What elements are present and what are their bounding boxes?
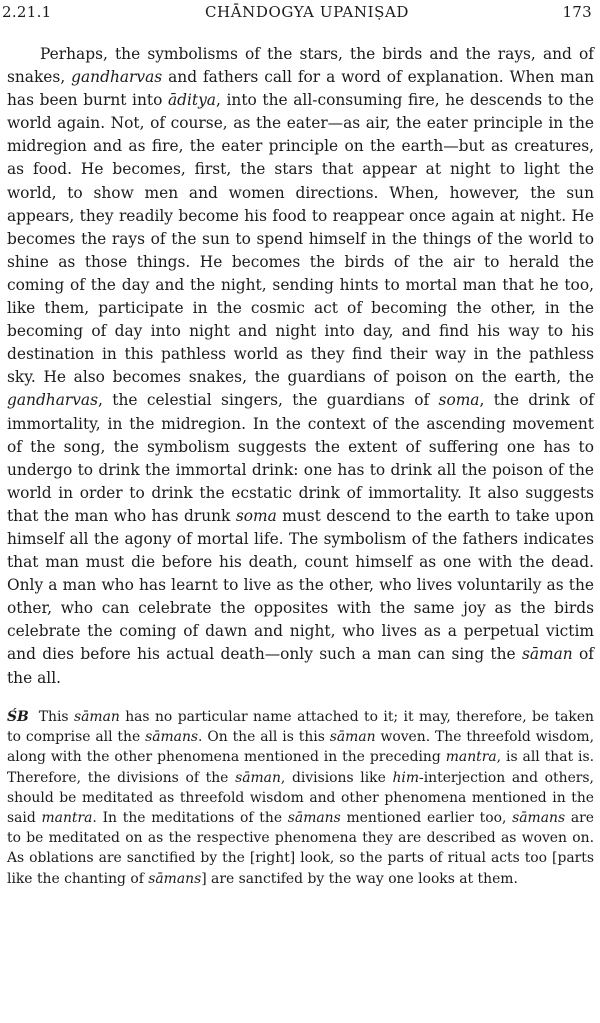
text-run: of the all.	[7, 645, 594, 687]
term: sāmans	[512, 810, 566, 827]
main-paragraph	[7, 43, 594, 690]
term: soma	[438, 391, 480, 410]
term: gandharvas	[7, 391, 99, 410]
term: him	[392, 769, 420, 786]
page-number: 173	[562, 3, 592, 21]
text-run: , the drink of immortality, in the midregion. In the context of the ascending movement of the song, the symbolism suggests the extent of suffering one has to undergo to drink the immortal drink: one has to drink all the poison of the world in order to drink the ecstatic drink of immortality. It also suggests that the man who has drunk	[7, 391, 594, 525]
term: mantra	[41, 810, 93, 827]
term: sāmans	[287, 810, 341, 827]
text-run: . On the all is this	[198, 729, 330, 746]
text-run: are to be meditated on as the respective phenomena they are described as woven on. As oblations are sanctified by the [right] look, so the parts of ritual acts too [parts like the chanting of	[7, 810, 594, 887]
term: sāman	[521, 645, 573, 664]
text-run: , divisions like	[280, 769, 393, 786]
text-run: -interjection and others, should be meditated as threefold wisdom and other phenomena mentioned in the said	[7, 769, 594, 827]
text-run: must descend to the earth to take upon himself all the agony of mortal life. The symbolism of the fathers indicates that man must die before his death, count himself as one with the dead. Only a man who has learnt to live as the other, who lives voluntarily as the other, who can celebrate the opposites with the same joy as the birds celebrate the coming of dawn and night, who lives as a perpetual victim and dies before his actual death—only such a man can sing the	[7, 506, 594, 664]
commentary-label: ŚB	[7, 709, 29, 725]
term: āditya	[167, 91, 216, 110]
running-header	[2, 3, 592, 25]
text-run: woven. The threefold wisdom, along with the other phenomena mentioned in the preceding	[7, 729, 594, 766]
commentary-block	[7, 707, 594, 889]
term: sāmans	[145, 729, 199, 746]
term: soma	[235, 506, 277, 525]
text-run: . In the meditations of the	[92, 810, 288, 827]
text-run: ] are sanctifed by the way one looks at them.	[201, 870, 518, 887]
term: sāmans	[148, 870, 202, 887]
book-title: CHĀNDOGYA UPANIṢAD	[204, 3, 410, 21]
text-run: This	[38, 709, 74, 725]
section-number: 2.21.1	[2, 3, 52, 21]
text-run: , the celestial singers, the guardians of	[98, 391, 439, 410]
text-run: , into the all-consuming fire, he descends to the world again. Not, of course, as the eater—as air, the eater principle in the midregion and as fire, the eater principle on the earth—but as creatures, as food. He becomes, first, the stars that appear at night to light the world, to show men and women directions. When, however, the sun appears, they readily become his food to reappear once again at night. He becomes the rays of the sun to spend himself in the things of the world to shine as those things. He becomes the birds of the air to herald the coming of the day and the night, sending hints to mortal man that he too, like them, participate in the cosmic act of becoming the other, in the becoming of day into night and night into day, and find his way to his destination in this pathless world as they find their way in the pathless sky. He also becomes snakes, the guardians of poison on the earth, the	[7, 91, 594, 387]
term: gandharvas	[71, 68, 163, 87]
text-run: has no particular name attached to it; it may, therefore, be taken to comprise all the	[7, 709, 594, 746]
commentary-paragraph	[7, 707, 594, 889]
term: sāman	[329, 729, 376, 746]
term: sāman	[235, 769, 281, 786]
main-text	[7, 43, 594, 690]
text-run: Perhaps, the symbolisms of the stars, the birds and the rays, and of snakes,	[7, 45, 594, 87]
text-run: mentioned earlier too,	[340, 810, 513, 827]
term: mantra	[445, 749, 497, 766]
text-run: , is all that is. Therefore, the divisions of the	[7, 749, 594, 786]
text-run: and fathers call for a word of explanation. When man has been burnt into	[7, 68, 594, 110]
term: sāman	[73, 709, 120, 725]
